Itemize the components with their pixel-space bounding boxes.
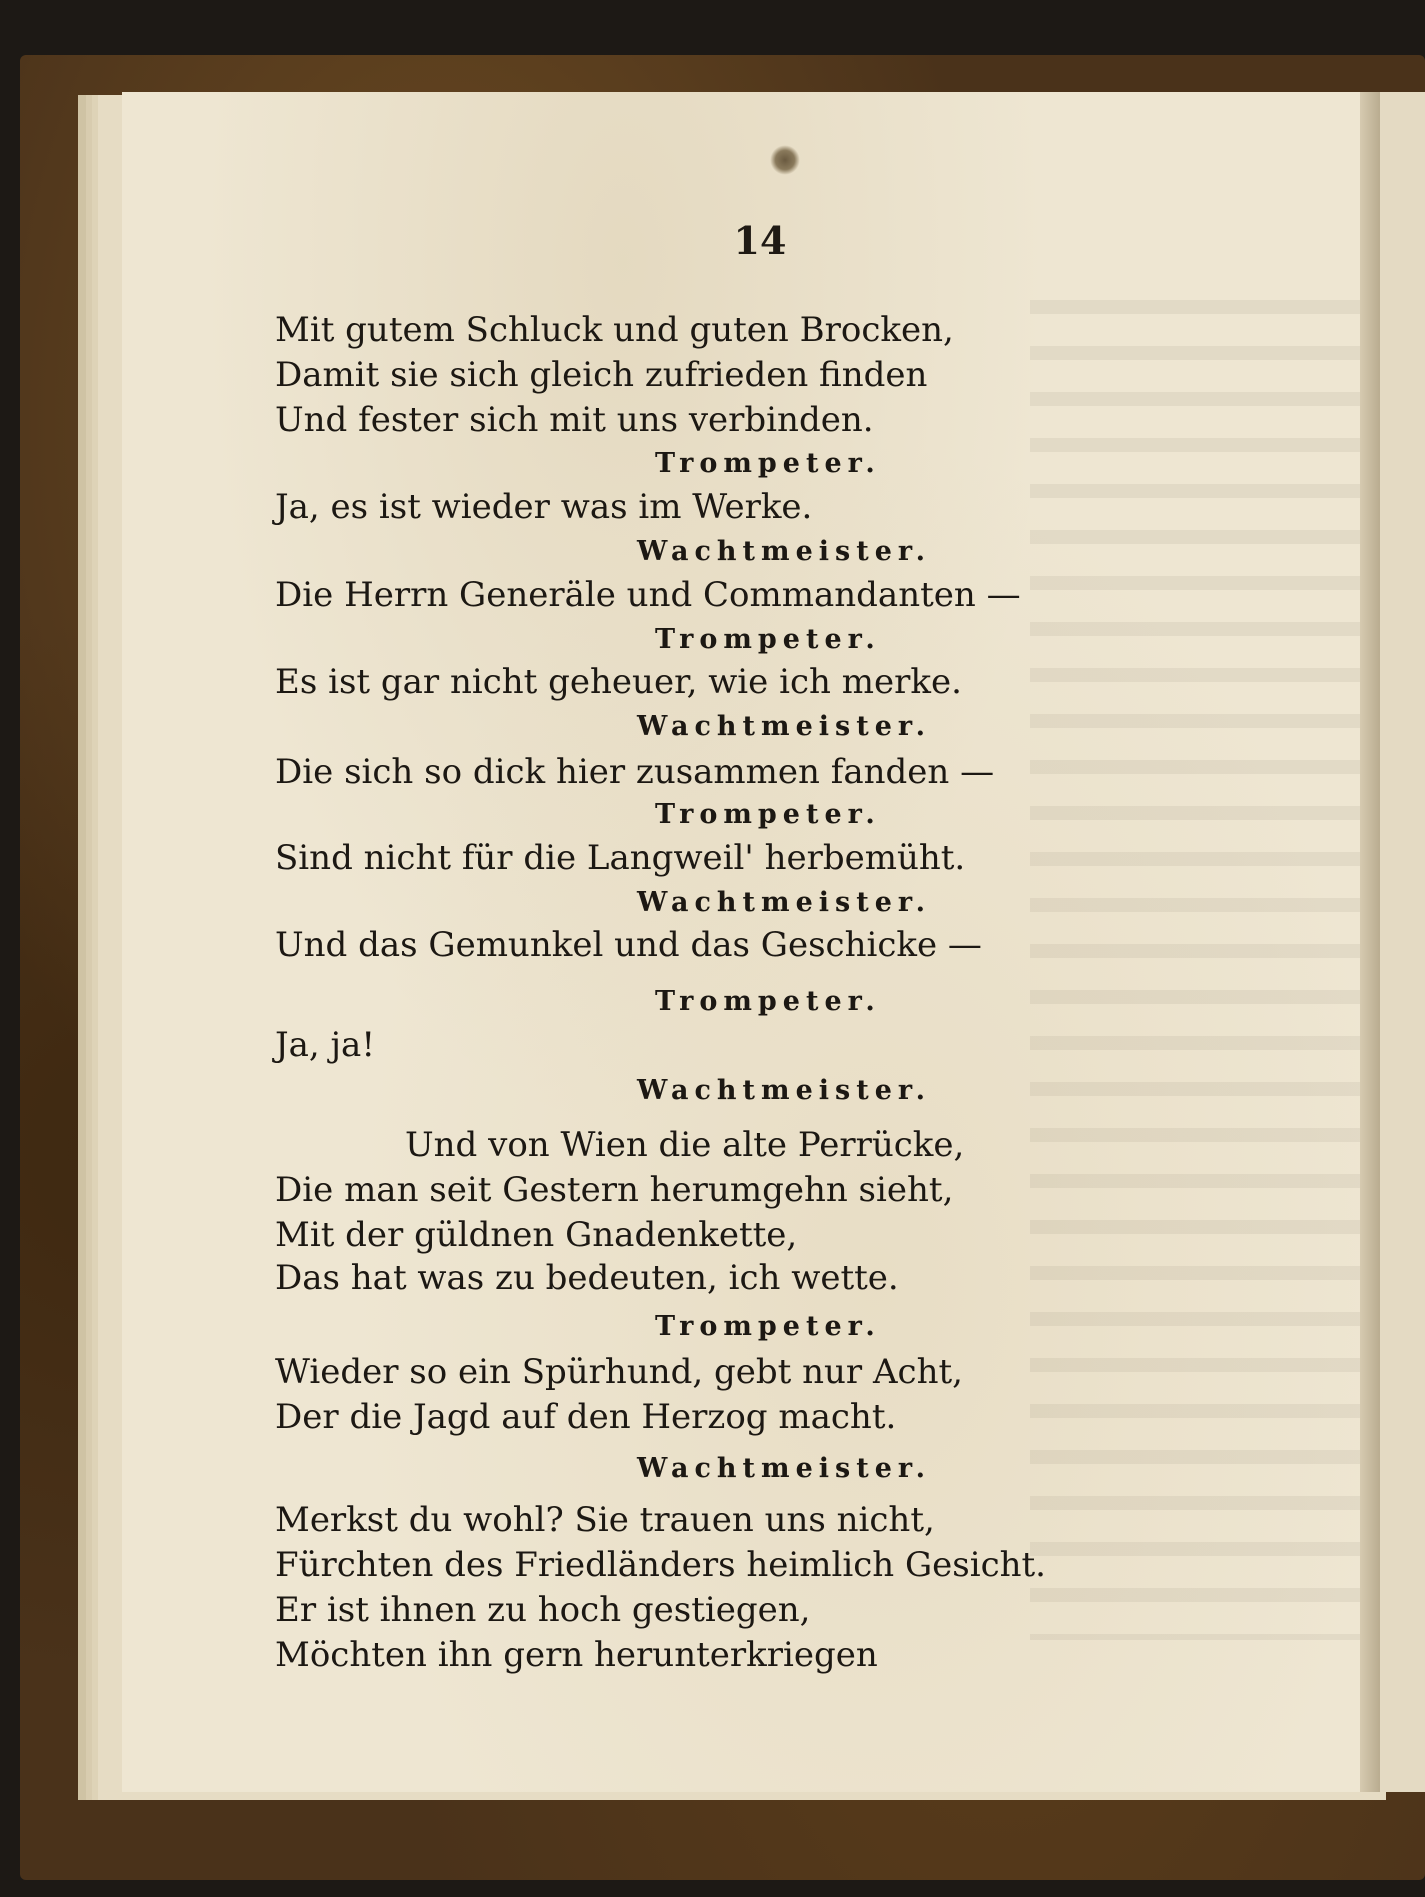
verse-line: Und von Wien die alte Perrücke, [405, 1125, 965, 1165]
speaker-label: Trompeter. [655, 799, 881, 830]
page-number: 14 [733, 218, 787, 263]
verse-line: Er ist ihnen zu hoch gestiegen, [275, 1590, 811, 1630]
verse-line: Es ist gar nicht geheuer, wie ich merke. [275, 662, 962, 702]
verse-line: Damit sie sich gleich zufrieden finden [275, 355, 928, 395]
verse-line: Merkst du wohl? Sie trauen uns nicht, [275, 1500, 935, 1540]
verse-line: Und fester sich mit uns verbinden. [275, 400, 874, 440]
verse-line: Mit gutem Schluck und guten Brocken, [275, 310, 954, 350]
verse-line: Und das Gemunkel und das Geschicke — [275, 925, 982, 965]
speaker-label: Wachtmeister. [637, 887, 932, 918]
verse-line: Ja, es ist wieder was im Werke. [275, 487, 813, 527]
speaker-label: Trompeter. [655, 1311, 881, 1342]
speaker-label: Wachtmeister. [637, 536, 932, 567]
facing-page-edge [1380, 92, 1425, 1792]
bleed-through-text [1030, 300, 1360, 1640]
verse-line: Mit der güldnen Gnadenkette, [275, 1215, 798, 1255]
verse-line: Der die Jagd auf den Herzog macht. [275, 1397, 897, 1437]
speaker-label: Wachtmeister. [637, 711, 932, 742]
speaker-label: Wachtmeister. [637, 1075, 932, 1106]
verse-line: Fürchten des Friedländers heimlich Gesicht. [275, 1545, 1046, 1585]
verse-line: Das hat was zu bedeuten, ich wette. [275, 1258, 899, 1298]
verse-line: Ja, ja! [275, 1025, 375, 1065]
verse-line: Möchten ihn gern herunterkriegen [275, 1635, 878, 1675]
verse-line: Die sich so dick hier zusammen fanden — [275, 752, 995, 792]
page-gutter [1360, 92, 1380, 1792]
ink-stain [770, 145, 800, 175]
verse-line: Wieder so ein Spürhund, gebt nur Acht, [275, 1352, 963, 1392]
speaker-label: Trompeter. [655, 448, 881, 479]
speaker-label: Trompeter. [655, 624, 881, 655]
verse-line: Die man seit Gestern herumgehn sieht, [275, 1170, 954, 1210]
verse-line: Die Herrn Generäle und Commandanten — [275, 575, 1021, 615]
verse-line: Sind nicht für die Langweil' herbemüht. [275, 838, 966, 878]
speaker-label: Trompeter. [655, 986, 881, 1017]
speaker-label: Wachtmeister. [637, 1453, 932, 1484]
